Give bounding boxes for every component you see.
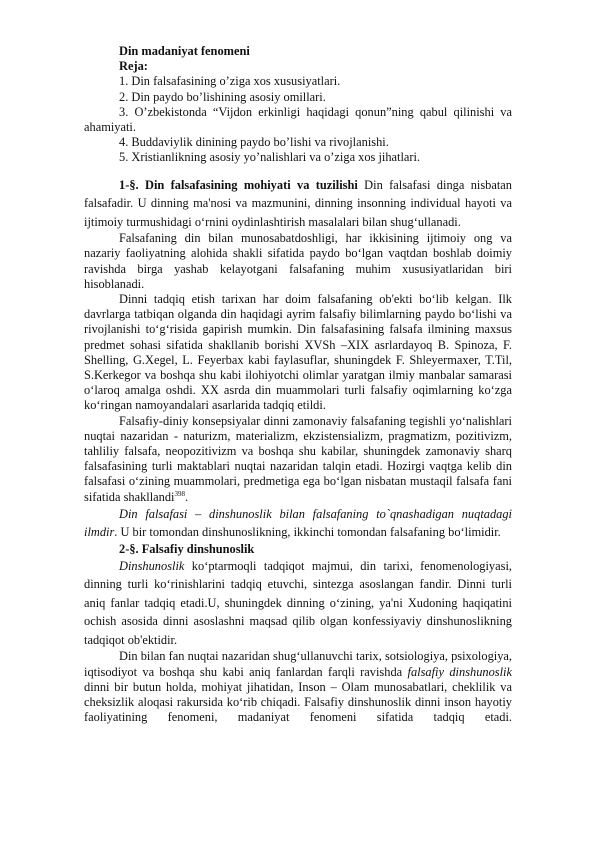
definition-italic: Din falsafasi – dinshunoslik bilan falsafaning to`qnashadigan nuqtadagi ilmdir: [84, 506, 512, 540]
section-1-intro: Din falsafasi dinga nisbatan falsafadir. U dinning ma'nosi va mazmunini, dinning insonning individual hayoti va ijtimoiy turmushidagi o‘rnini oydinlashtirish masalalari bilan shug‘ullanadi.: [84, 177, 513, 229]
section-2-heading: 2-§. Falsafiy dinshunoslik: [119, 541, 255, 556]
term-italic: Dinshunoslik: [119, 558, 185, 573]
paragraph-text: Falsafiy-diniy konsepsiyalar dinni zamonaviy falsafaning tegishli yo‘nalishlari nuqtai nazaridan - naturizm, materializm, ekzistensializm, pragmatizm, pozitivizm, tahliliy falsafa, neopozitivizm va boshqa shu kabilar, shuningdek zamonaviy sharq falsafasining turli maktablari nuqtai nazaridan talqin etadi. Hozirgi vaqtga kelib din falsafasi o‘zining muammolari, predmetiga ega bo‘lgan nisbatan mustaqil falsafa fani sifatida shakllandi: [84, 413, 512, 504]
footnote-ref: 398: [174, 489, 185, 498]
paragraph-text: dinni bir butun holda, mohiyat jihatidan, Inson – Olam munosabatlari, cheklilik va cheksizlik aloqasi rakursida ko‘rib chiqadi. Falsafiy dinshunoslik dinni inson hayotiy faoliyatining fenomeni, madaniyat fenomeni sifatida tadqiq etadi.: [84, 679, 512, 725]
spacer: [84, 166, 512, 176]
document-title: Din madaniyat fenomeni: [119, 44, 250, 58]
paragraph: Dinni tadqiq etish tarixan har doim falsafaning ob'ekti bo‘lib kelgan. Ilk davrlarga tatbiqan olganda din haqidagi ayrim falsafiy bilimlarning paydo bo‘lishi va rivojlanishi to‘g‘risida gapirish mumkin. Din falsafasining falsafa ilmining maxsus predmet sohasi sifatida shakllanib borishi XVSh –XIX asrlardayoq B. Spinoza, F. Shelling, G.Xegel, L. Feyerbax kabi faylasuflar, shuningdek F. Shleyermaxer, T.Til, S.Kerkegor va boshqa shu kabi ilohiyotchi olimlar yaratgan ilmiy manbalar samarasi o‘laroq amalga oshdi. XX asrda din muammolari turli falsafiy oqimlarning ko‘zga ko‘ringan namoyandalari asarlarida tadqiq etildi.: [84, 291, 512, 413]
paragraph: [84, 557, 512, 650]
plan-item: 2. Din paydo bo’lishining asosiy omillari.: [119, 89, 326, 104]
paragraph-text: ko‘ptarmoqli tadqiqot majmui, din tarixi, fenomenologiyasi, dinning turli ko‘rinishlarini tadqiq etuvchi, sintezga asoslangan fandir. Dinni turli aniq fanlar tadqiq etadi.U, shuningdek dinning o‘zining, ya'ni Xudoning haqiqatini ochish asosida dinni asoslashni maqsad qilib olgan konfessiyaviy dinshunoslikning tadqiqot ob'ektidir.: [84, 558, 512, 647]
plan-item: 5. Xristianlikning asosiy yo’nalishlari va o’ziga xos jihatlari.: [119, 150, 421, 165]
paragraph: [84, 505, 512, 542]
plan-item: 1. Din falsafasining o’ziga xos xususiyatlari.: [119, 74, 341, 89]
paragraph-text: . U bir tomondan dinshunoslikning, ikkinchi tomondan falsafaning bo‘limidir.: [114, 525, 501, 540]
paragraph: Falsafiy-diniy konsepsiyalar dinni zamonaviy falsafaning tegishli yo‘nalishlari nuqtai nazaridan - naturizm, materializm, ekzistensializm, pragmatizm, pozitivizm, tahliliy falsafa, neopozitivizm va boshqa shu kabilar, shuningdek zamonaviy sharq falsafasining turli maktablari nuqtai nazaridan talqin etadi. Hozirgi vaqtga kelib din falsafasi o‘zining muammolari, predmetiga ega bo‘lgan nisbatan mustaqil falsafa fani sifatida shakllandi$^{398}$.: [84, 413, 512, 504]
term-italic: falsafiy dinshunoslik: [407, 664, 512, 679]
paragraph: Falsafaning din bilan munosabatdoshligi, har ikkisining ijtimoiy ong va nazariy faoliyatning alohida shakli sifatida paydo bo‘lgan vaqtdan boshlab doimiy ravishda birga yashab kelayotgani falsafaning muhim xususiyatlaridan biri hisoblanadi.: [84, 231, 512, 291]
section-1-heading: 1-§. Din falsafasining mohiyati va tuzilishi: [119, 177, 358, 192]
plan-label: Reja:: [119, 59, 148, 74]
plan-item: 4. Buddaviylik dinining paydo bo’lishi va rivojlanishi.: [119, 135, 389, 150]
plan-item: 3. O’zbekistonda “Vijdon erkinligi haqidagi qonun”ning qabul qilinishi va ahamiyati.: [84, 104, 512, 135]
section-1-paragraph: [84, 176, 512, 232]
paragraph-text: Din bilan fan nuqtai nazaridan shug‘ullanuvchi tarix, sotsiologiya, psixologiya, iqtisodiyot va boshqa shu kabi aniq fanlardan farqli ravishda: [84, 649, 512, 679]
paragraph: [84, 649, 512, 725]
